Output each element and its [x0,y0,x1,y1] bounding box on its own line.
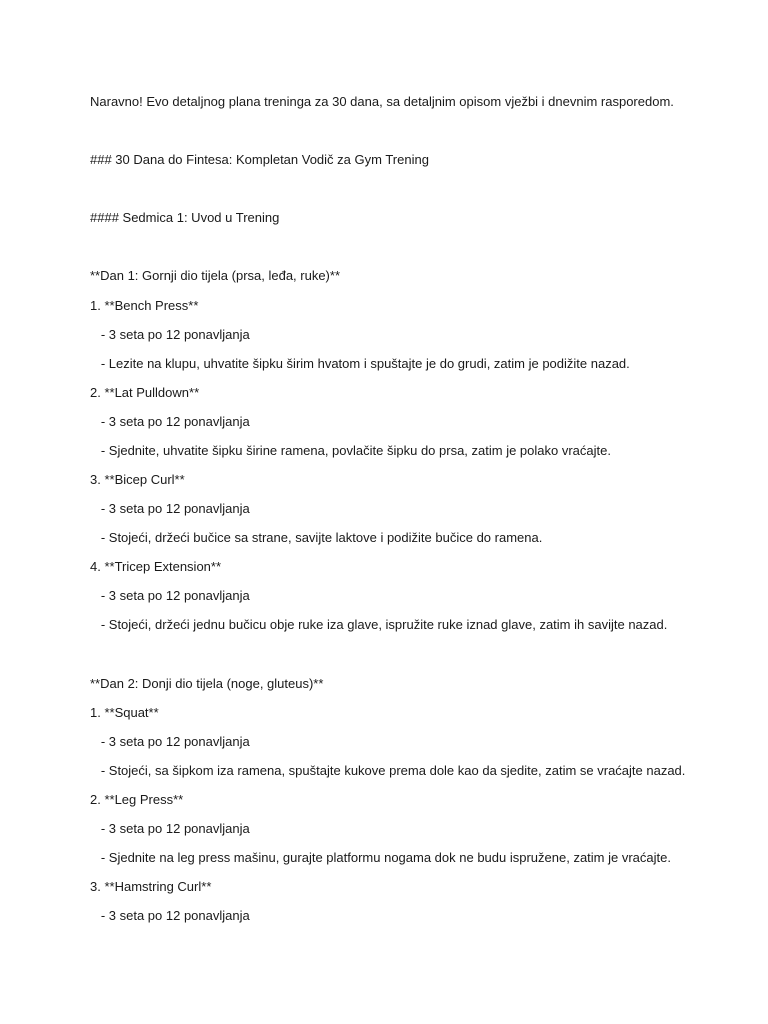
exercise-description: - Stojeći, sa šipkom iza ramena, spuštajte kukove prema dole kao da sjedite, zatim se vraćajte nazad. [90,763,686,778]
guide-title: ### 30 Dana do Fintesa: Kompletan Vodič za Gym Trening [90,152,429,167]
exercise-description: - Stojeći, držeći bučice sa strane, savijte laktove i podižite bučice do ramena. [90,530,543,545]
exercise-sets: - 3 seta po 12 ponavljanja [90,821,250,836]
exercise-title: 3. **Bicep Curl** [90,472,185,487]
exercise-description: - Lezite na klupu, uhvatite šipku širim hvatom i spuštajte je do grudi, zatim je podižite nazad. [90,356,630,371]
week-heading: #### Sedmica 1: Uvod u Trening [90,210,280,225]
exercise-title: 1. **Bench Press** [90,298,199,313]
day-heading: **Dan 2: Donji dio tijela (noge, gluteus)** [90,676,324,691]
exercise-sets: - 3 seta po 12 ponavljanja [90,501,250,516]
exercise-title: 2. **Lat Pulldown** [90,385,200,400]
exercise-sets: - 3 seta po 12 ponavljanja [90,414,250,429]
exercise-sets: - 3 seta po 12 ponavljanja [90,588,250,603]
exercise-title: 1. **Squat** [90,705,159,720]
exercise-description: - Sjednite na leg press mašinu, gurajte platformu nogama dok ne budu ispružene, zatim je vraćajte. [90,850,671,865]
exercise-description: - Stojeći, držeći jednu bučicu obje ruke iza glave, ispružite ruke iznad glave, zatim ih savijte nazad. [90,617,668,632]
exercise-title: 4. **Tricep Extension** [90,559,222,574]
exercise-sets: - 3 seta po 12 ponavljanja [90,327,250,342]
exercise-title: 3. **Hamstring Curl** [90,879,212,894]
day-heading: **Dan 1: Gornji dio tijela (prsa, leđa, ruke)** [90,268,341,283]
exercise-title: 2. **Leg Press** [90,792,184,807]
exercise-description: - Sjednite, uhvatite šipku širine ramena, povlačite šipku do prsa, zatim je polako vraćajte. [90,443,611,458]
intro-text: Naravno! Evo detaljnog plana treninga za 30 dana, sa detaljnim opisom vježbi i dnevnim rasporedom. [90,94,674,109]
exercise-sets: - 3 seta po 12 ponavljanja [90,734,250,749]
exercise-sets: - 3 seta po 12 ponavljanja [90,908,250,923]
